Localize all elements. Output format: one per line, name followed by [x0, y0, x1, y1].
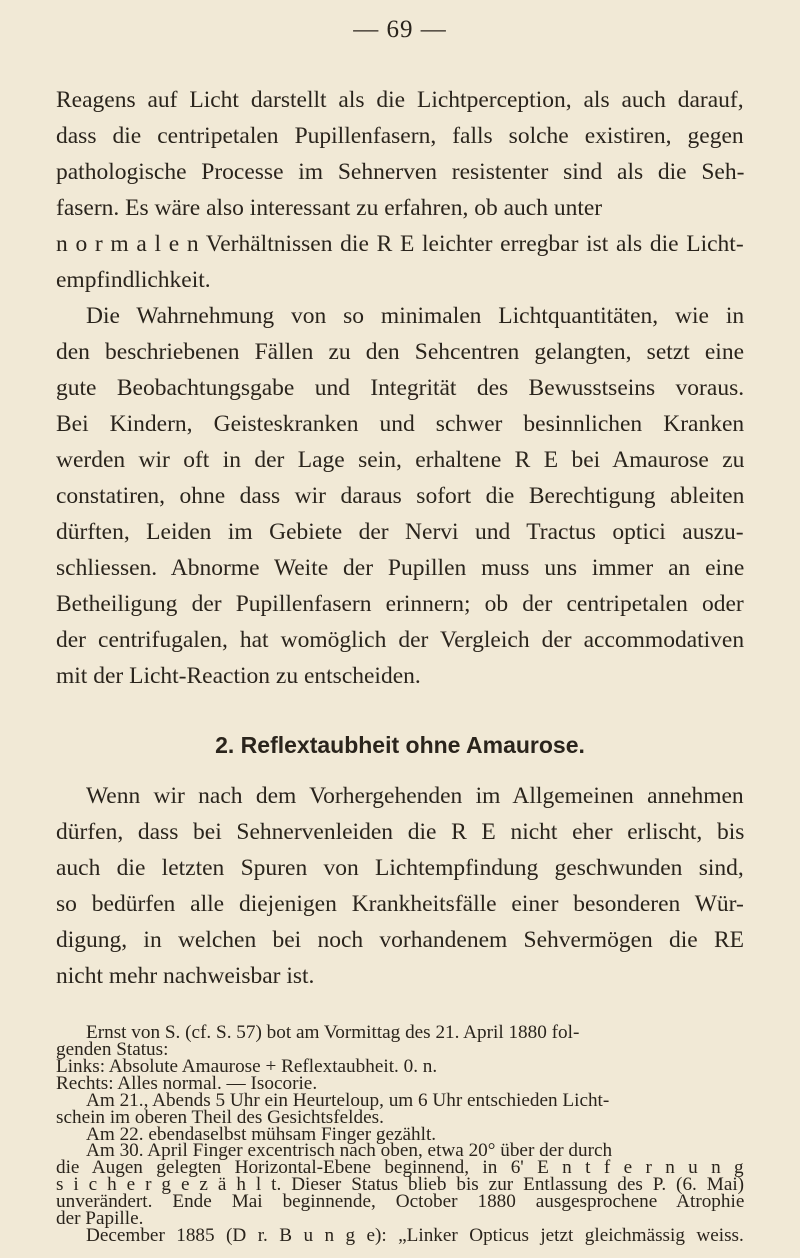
text-line: so bedürfen alle diejenigen Krankheitsfälle einer besonderen Wür-: [56, 891, 744, 917]
text-line: digung, in welchen bei noch vorhandenem Sehvermögen die RE: [56, 927, 745, 953]
text-line: Bei Kindern, Geisteskranken und schwer besinnlichen Kranken: [56, 411, 745, 437]
text-line: constatiren, ohne dass wir daraus sofort die Berechtigung ableiten: [56, 483, 745, 509]
text-line: Betheiligung der Pupillenfasern erinnern; ob der centripetalen oder: [56, 591, 744, 617]
case-line: Rechts: Alles normal. — Isocorie.: [56, 1073, 318, 1094]
text-line: gute Beobachtungsgabe und Integrität des Bewusstseins voraus.: [56, 375, 745, 401]
text-line: dürften, Leiden im Gebiete der Nervi und Tractus optici auszu-: [56, 519, 744, 545]
case-line: Ernst von S. (cf. S. 57) bot am Vormittag des 21. April 1880 fol-: [86, 1022, 580, 1043]
text-line: fasern. Es wäre also interessant zu erfahren, ob auch unter: [56, 195, 603, 221]
text-line: nicht mehr nachweisbar ist.: [56, 963, 315, 989]
case-line: December 1885 (D r. B u n g e): „Linker Opticus jetzt gleichmässig weiss.: [86, 1225, 744, 1246]
text-line: werden wir oft in der Lage sein, erhaltene R E bei Amaurose zu: [56, 447, 745, 473]
case-line: Am 21., Abends 5 Uhr ein Heurteloup, um 6 Uhr entschieden Licht-: [86, 1090, 610, 1111]
text-line: Wenn wir nach dem Vorhergehenden im Allgemeinen annehmen: [86, 783, 744, 809]
page-number: — 69 —: [353, 16, 447, 43]
text-line: der centrifugalen, hat womöglich der Vergleich der accommodativen: [56, 627, 745, 653]
text-line: dürfen, dass bei Sehnervenleiden die R E nicht eher erlischt, bis: [56, 819, 745, 845]
text-line: empfindlichkeit.: [56, 267, 211, 293]
text-line: n o r m a l e n Verhältnissen die R E leichter erregbar ist als die Licht-: [56, 231, 744, 257]
text-line: Die Wahrnehmung von so minimalen Lichtquantitäten, wie in: [86, 303, 745, 329]
text-line: mit der Licht-Reaction zu entscheiden.: [56, 663, 421, 689]
case-line: der Papille.: [56, 1208, 144, 1229]
case-line: die Augen gelegten Horizontal-Ebene beginnend, in 6' E n t f e r n u n g: [56, 1157, 744, 1178]
case-line: Links: Absolute Amaurose + Reflextaubheit. 0. n.: [56, 1056, 438, 1077]
case-line: Am 22. ebendaselbst mühsam Finger gezählt.: [86, 1124, 437, 1145]
text-line: dass die centripetalen Pupillenfasern, falls solche existiren, gegen: [56, 123, 744, 149]
case-line: Am 30. April Finger excentrisch nach oben, etwa 20° über der durch: [86, 1140, 613, 1161]
case-line: s i c h e r g e z ä h l t. Dieser Status blieb bis zur Entlassung des P. (6. Mai): [56, 1174, 745, 1195]
case-line: schein im oberen Theil des Gesichtsfeldes.: [56, 1107, 384, 1128]
text-line: pathologische Processe im Sehnerven resistenter sind als die Seh-: [56, 159, 745, 185]
text-line: auch die letzten Spuren von Lichtempfindung geschwunden sind,: [56, 855, 744, 881]
text-line: schliessen. Abnorme Weite der Pupillen muss uns immer an eine: [56, 555, 745, 581]
case-line: unverändert. Ende Mai beginnende, October 1880 ausgesprochene Atrophie: [56, 1191, 745, 1212]
section-heading: 2. Reflextaubheit ohne Amaurose.: [215, 732, 585, 758]
case-line: genden Status:: [56, 1039, 169, 1060]
text-line: Reagens auf Licht darstellt als die Lichtperception, als auch darauf,: [56, 87, 744, 113]
text-line: den beschriebenen Fällen zu den Sehcentren gelangten, setzt eine: [56, 339, 745, 365]
